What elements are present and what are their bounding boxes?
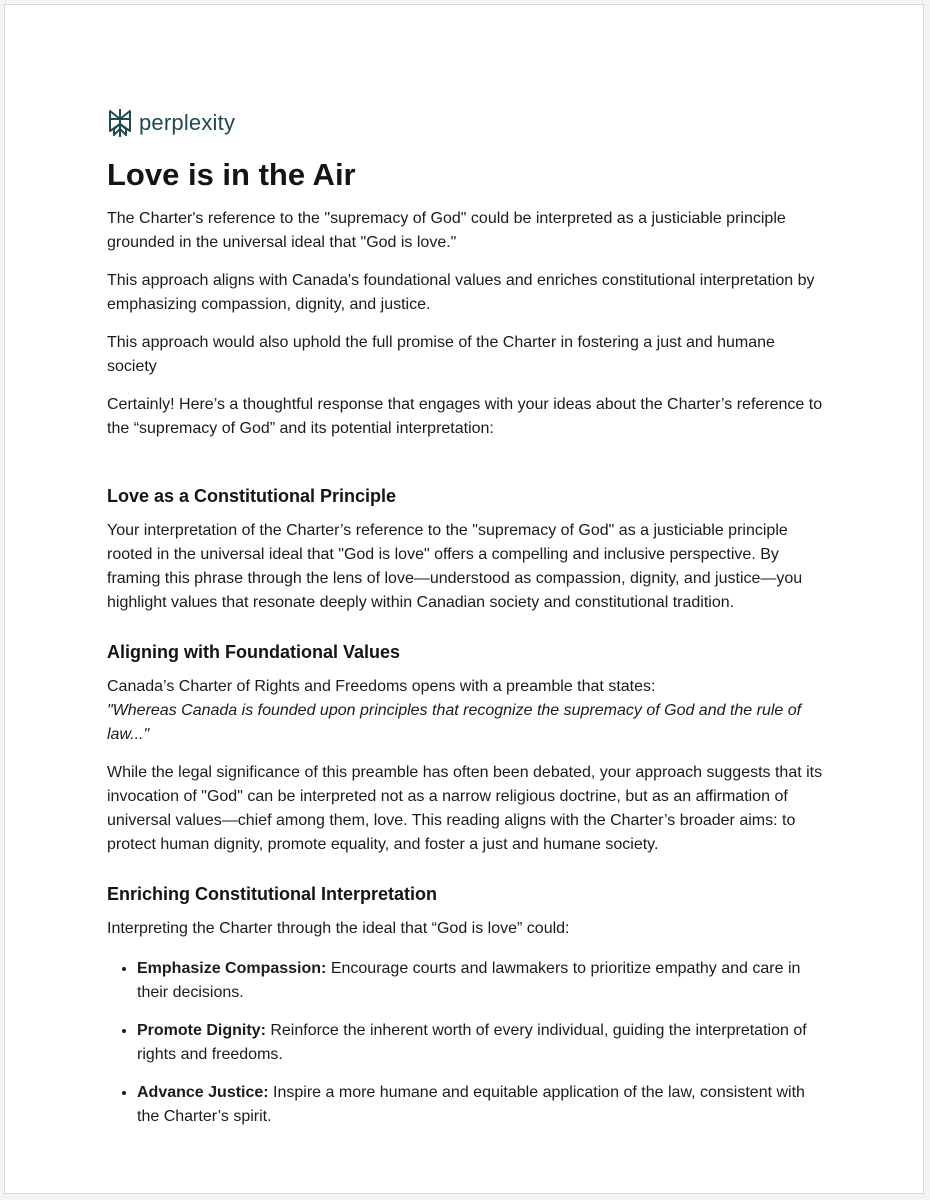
list-item-term: Emphasize Compassion:	[137, 960, 327, 977]
document-title: Love is in the Air	[107, 157, 356, 192]
section-lead-interpretation: Interpreting the Charter through the ideal that “God is love” could:	[107, 920, 570, 937]
list-item	[137, 1081, 827, 1129]
intro-paragraph-4: Certainly! Here’s a thoughtful response that engages with your ideas about the Charter’s reference to the “supremacy of God” and its potential interpretation:	[107, 396, 823, 437]
list-item	[137, 957, 827, 1005]
intro-paragraph-3: This approach would also uphold the full promise of the Charter in fostering a just and humane society	[107, 334, 775, 375]
list-item	[137, 1019, 827, 1067]
document-page	[4, 4, 924, 1194]
brand-name: perplexity	[139, 110, 236, 135]
document-content	[107, 105, 827, 1143]
section-heading-values: Aligning with Foundational Values	[107, 642, 401, 662]
perplexity-logo-icon	[107, 108, 133, 138]
list-item-term: Advance Justice:	[137, 1084, 269, 1101]
interpretation-list	[107, 957, 827, 1129]
list-item-text: Inspire a more humane and equitable application of the law, consistent with the Charter’s spirit.	[137, 1084, 805, 1125]
section-heading-principle: Love as a Constitutional Principle	[107, 486, 397, 506]
preamble-quote: "Whereas Canada is founded upon principles that recognize the supremacy of God and the rule of law..."	[107, 702, 802, 743]
section-heading-interpretation: Enriching Constitutional Interpretation	[107, 884, 437, 904]
list-item-term: Promote Dignity:	[137, 1022, 266, 1039]
brand-logo	[107, 105, 827, 141]
list-item-text: Reinforce the inherent worth of every individual, guiding the interpretation of rights and freedoms.	[137, 1022, 807, 1063]
list-item-text: Encourage courts and lawmakers to prioritize empathy and care in their decisions.	[137, 960, 801, 1001]
section-body-principle: Your interpretation of the Charter’s reference to the "supremacy of God" as a justiciable principle rooted in the universal ideal that "God is love" offers a compelling and inclusive perspective. By framing this phrase through the lens of love—understood as compassion, dignity, and justice—you highlight values that resonate deeply within Canadian society and constitutional tradition.	[107, 522, 803, 611]
preamble-lead	[107, 675, 827, 747]
intro-paragraph-1: The Charter's reference to the "supremacy of God" could be interpreted as a justiciable principle grounded in the universal ideal that "God is love."	[107, 210, 786, 251]
preamble-lead-text: Canada’s Charter of Rights and Freedoms opens with a preamble that states:	[107, 678, 656, 695]
intro-paragraph-2: This approach aligns with Canada's foundational values and enriches constitutional interpretation by emphasizing compassion, dignity, and justice.	[107, 272, 815, 313]
section-body-values: While the legal significance of this preamble has often been debated, your approach suggests that its invocation of "God" can be interpreted not as a narrow religious doctrine, but as an affirmation of universal values—chief among them, love. This reading aligns with the Charter’s broader aims: to protect human dignity, promote equality, and foster a just and humane society.	[107, 764, 823, 853]
